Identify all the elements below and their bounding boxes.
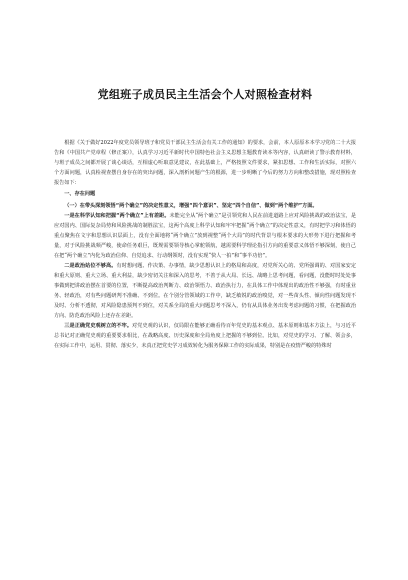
problem-item-1 [54,211,356,261]
problem-item-3 [54,321,356,351]
section-heading-problems: 一、存在问题 [64,191,96,197]
document-title: 党组班子成员民主生活会个人对照检查材料 [97,88,313,101]
problem-item-1-text: 未能完全从“两个确立”是引领党和人民在前进道路上应对风险挑战的政治法宝，是应对国内、国际复杂局势和风险挑战的制胜法宝，这两个高度上科学认知和牢牢把握“两个确立”的决定性意义，有时把学习和体悟的重点聚焦在文字和思想认识层面上，没有全面地将“两个确立”放到视整“两个大局”的时代背景与根本要求的大形势下进行把握和考量，对于风险挑战频严峻，使命任务艰巨，既规需要领导核心掌舵领航，越需要科学理论指引方向的重要意义体悟不够深刻，使自己在把“两个确立”内化为政治信仰、自觉追求、行动纲领时，没有实现“快人一拍”和“事半功倍”。 [54,213,356,259]
problem-item-3-text: 对党史观的认识，仅局限在能够正确看待百年党史的基本观点、基本原则和基本方法上，与习近平总书记对正确党史观的重要要求相比，在战略高度、历史深度和全局角度上把握的不够到位。比如，对党史的学习、了解、领会多，在实际工作中，运用、贯彻、落实少，未真正把党史学习成效转化为服务保障工作的实际成果，特别是在疫情严峻的特殊时 [54,323,356,349]
problem-item-2-lead: 二是政治站位不够高。 [64,263,117,269]
intro-paragraph: 根据《关于做好2022年度党员领导班子和党员干部民主生活会有关工作的通知》的要求，会前，本人原原本本学习党的二十大报告和《中国共产党章程（修正案）》，认真学习习近平新时代中国特色社会主义思想主题教育读本等内容，认真研读了警示教育材料，与班子成员之间都开展了谈心谈话，互相虚心听取意见建议，在此基础上，严格按照文件要求，紧扣思想、工作和生活实际，对照六个方面问题，认真检视查摆自身存在的突出问题，深入剖析问题产生的根源，进一步明晰了今后的努力方向和整改措施，现对照检查报告如下： [54,140,356,186]
problem-item-1-lead: 一是在科学认知和把握“两个确立”上有差距。 [64,213,170,219]
problem-item-2-text: 有时想问题、作决策、办事情，缺少思想认识上的格局和高度，对党所关心的、党所强调的、对国家安定和重大原则、重大立场、重大利益，缺少密切关注和深入的思考，不善于从大局、长远、战略上思考问题，看问题，没能时时处处事事做到把讲政治摆在首要的位置，不断提高政治判断力、政治领悟力、政治执行力，在具体工作中体现出的政治性不够强，有时重业务、轻政治，对有些问题研判不准确、不到位。在个别分管领域的工作中，缺乏敏锐的政治嗅觉，对一些苗头性、倾向性问题发现不及时、分析不透彻，对风险隐患预判不到位，对关系全局的重大问题思考不深入，仍有从具体业务出发考虑问题的习惯，在把握政治方向、防范政治风险上还存在差距。 [54,263,357,319]
subsection-heading-1: （一）在带头深刻领悟“两个确立”的决定性意义，增强“四个意识”、坚定“四个自信”、做到“两个维护”方面。 [64,203,318,209]
document-body [54,138,356,351]
problem-item-3-lead: 三是正确党史观树立的不牢。 [64,323,133,329]
problem-item-2 [54,261,356,321]
